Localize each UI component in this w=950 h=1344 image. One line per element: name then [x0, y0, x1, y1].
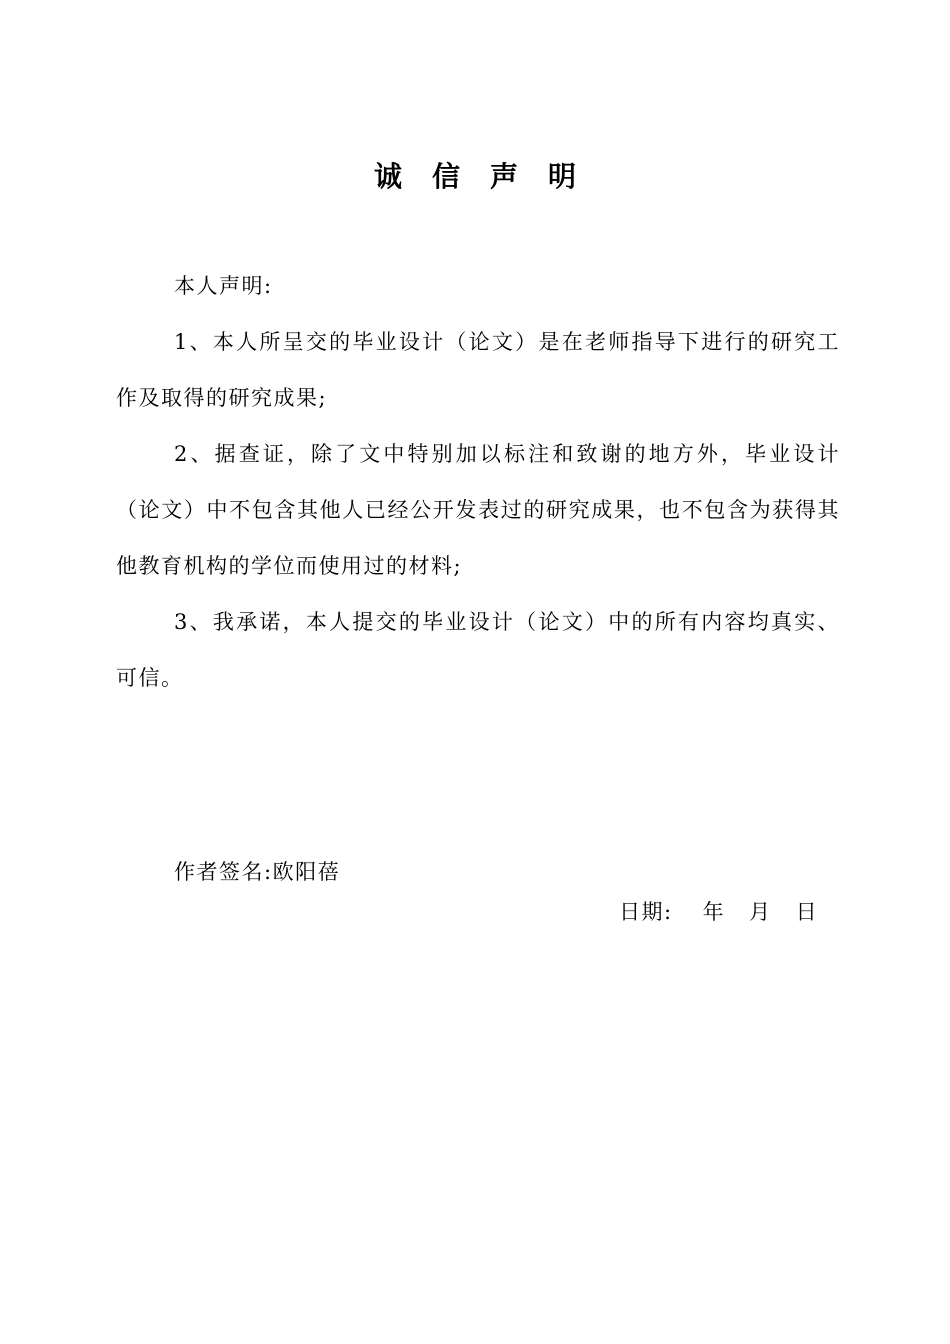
page-title: 诚信声明: [373, 160, 606, 193]
author-signature: [174, 852, 340, 892]
declaration-item-3: 3、我承诺，本人提交的毕业设计（论文）中的所有内容均真实、可信。: [116, 610, 840, 690]
day-label: 日: [795, 900, 819, 924]
declaration-item-2: 2、据查证，除了文中特别加以标注和致谢的地方外，毕业设计（论文）中不包含其他人已经公开发表过的研究成果，也不包含为获得其他教育机构的学位而使用过的材料;: [116, 442, 840, 578]
month-label: 月: [749, 900, 772, 924]
date-field: [570, 852, 818, 972]
signature-row: [174, 852, 819, 924]
declaration-intro: 本人声明:: [174, 274, 273, 298]
author-label: 作者签名:: [174, 860, 273, 884]
author-name: 欧阳蓓: [272, 860, 341, 884]
declaration-item-1: 1、本人所呈交的毕业设计（论文）是在老师指导下进行的研究工作及取得的研究成果;: [116, 330, 840, 410]
declaration-body: [116, 258, 840, 706]
year-label: 年: [702, 900, 726, 924]
date-label: 日期:: [619, 900, 673, 924]
